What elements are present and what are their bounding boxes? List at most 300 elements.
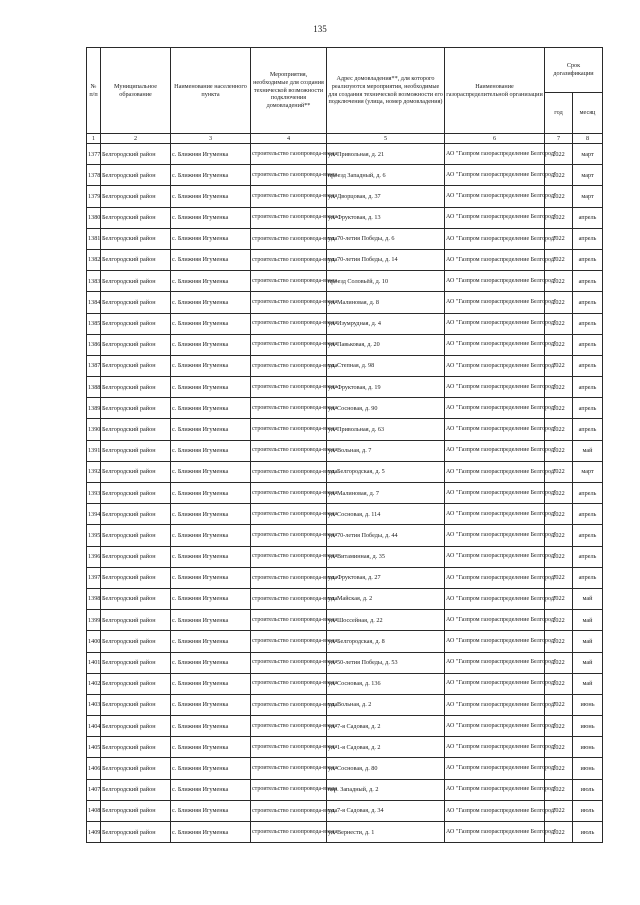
address-cell: ул. Белгородская, д. 5 [327, 461, 445, 482]
month-cell: май [573, 588, 603, 609]
activity-cell: строительство газопровода-ввода [251, 271, 327, 292]
row-number-cell: 1394 [87, 504, 101, 525]
col-number: 4 [251, 134, 327, 144]
table-row [87, 144, 603, 165]
organization-cell: АО "Газпром газораспределение Белгород" [445, 504, 545, 525]
organization-cell: АО "Газпром газораспределение Белгород" [445, 461, 545, 482]
row-number-cell: 1401 [87, 652, 101, 673]
year-cell: 2022 [545, 800, 573, 821]
row-number-cell: 1377 [87, 144, 101, 165]
municipality-cell: Белгородский район [101, 758, 171, 779]
activity-cell: строительство газопровода-ввода [251, 419, 327, 440]
header-municipality: Муниципальное образование [101, 48, 171, 134]
table-row [87, 228, 603, 249]
month-cell: апрель [573, 292, 603, 313]
year-cell: 2022 [545, 419, 573, 440]
year-cell: 2022 [545, 377, 573, 398]
table-row [87, 652, 603, 673]
table-row [87, 334, 603, 355]
organization-cell: АО "Газпром газораспределение Белгород" [445, 652, 545, 673]
organization-cell: АО "Газпром газораспределение Белгород" [445, 483, 545, 504]
gasification-table [86, 47, 603, 843]
settlement-cell: с. Ближняя Игуменка [171, 800, 251, 821]
activity-cell: строительство газопровода-ввода [251, 694, 327, 715]
month-cell: апрель [573, 355, 603, 376]
table-row [87, 673, 603, 694]
month-cell: март [573, 165, 603, 186]
organization-cell: АО "Газпром газораспределение Белгород" [445, 440, 545, 461]
header-deadline: Срок догазификации [545, 48, 603, 93]
municipality-cell: Белгородский район [101, 228, 171, 249]
year-cell: 2022 [545, 567, 573, 588]
activity-cell: строительство газопровода-ввода [251, 779, 327, 800]
month-cell: май [573, 631, 603, 652]
month-cell: июль [573, 779, 603, 800]
settlement-cell: с. Ближняя Игуменка [171, 525, 251, 546]
address-cell: ул. Сосновая, д. 80 [327, 758, 445, 779]
row-number-cell: 1378 [87, 165, 101, 186]
year-cell: 2022 [545, 144, 573, 165]
col-number: 7 [545, 134, 573, 144]
row-number-cell: 1380 [87, 207, 101, 228]
municipality-cell: Белгородский район [101, 440, 171, 461]
address-cell: ул. Белгородская, д. 8 [327, 631, 445, 652]
year-cell: 2022 [545, 398, 573, 419]
activity-cell: строительство газопровода-ввода [251, 483, 327, 504]
year-cell: 2022 [545, 165, 573, 186]
municipality-cell: Белгородский район [101, 694, 171, 715]
header-year: год [545, 93, 573, 134]
settlement-cell: с. Ближняя Игуменка [171, 165, 251, 186]
month-cell: май [573, 673, 603, 694]
settlement-cell: с. Ближняя Игуменка [171, 313, 251, 334]
municipality-cell: Белгородский район [101, 546, 171, 567]
table-row [87, 694, 603, 715]
header-address: Адрес домовладения**, для которого реализуются мероприятия, необходимые для создания технической возможности его подключения (улица, номер домовладения) [327, 48, 445, 134]
settlement-cell: с. Ближняя Игуменка [171, 377, 251, 398]
row-number-cell: 1404 [87, 716, 101, 737]
year-cell: 2022 [545, 186, 573, 207]
activity-cell: строительство газопровода-ввода [251, 461, 327, 482]
municipality-cell: Белгородский район [101, 483, 171, 504]
table-row [87, 419, 603, 440]
settlement-cell: с. Ближняя Игуменка [171, 567, 251, 588]
activity-cell: строительство газопровода-ввода [251, 652, 327, 673]
table-row [87, 631, 603, 652]
organization-cell: АО "Газпром газораспределение Белгород" [445, 631, 545, 652]
activity-cell: строительство газопровода-ввода [251, 610, 327, 631]
row-number-cell: 1392 [87, 461, 101, 482]
address-cell: ул. 70-летия Победы, д. 14 [327, 249, 445, 270]
settlement-cell: с. Ближняя Игуменка [171, 716, 251, 737]
activity-cell: строительство газопровода-ввода [251, 207, 327, 228]
year-cell: 2022 [545, 355, 573, 376]
settlement-cell: с. Ближняя Игуменка [171, 483, 251, 504]
year-cell: 2022 [545, 758, 573, 779]
table-row [87, 271, 603, 292]
settlement-cell: с. Ближняя Игуменка [171, 546, 251, 567]
address-cell: ул. Дворцовая, д. 37 [327, 186, 445, 207]
address-cell: ул. Фруктовая, д. 19 [327, 377, 445, 398]
row-number-cell: 1409 [87, 822, 101, 843]
municipality-cell: Белгородский район [101, 186, 171, 207]
row-number-cell: 1406 [87, 758, 101, 779]
month-cell: апрель [573, 525, 603, 546]
address-cell: ул. Вернести, д. 1 [327, 822, 445, 843]
row-number-cell: 1408 [87, 800, 101, 821]
row-number-cell: 1391 [87, 440, 101, 461]
activity-cell: строительство газопровода-ввода [251, 165, 327, 186]
table-row [87, 758, 603, 779]
table-row [87, 800, 603, 821]
settlement-cell: с. Ближняя Игуменка [171, 440, 251, 461]
municipality-cell: Белгородский район [101, 610, 171, 631]
row-number-cell: 1387 [87, 355, 101, 376]
address-cell: ул. Сосновая, д. 90 [327, 398, 445, 419]
organization-cell: АО "Газпром газораспределение Белгород" [445, 822, 545, 843]
row-number-cell: 1384 [87, 292, 101, 313]
organization-cell: АО "Газпром газораспределение Белгород" [445, 779, 545, 800]
address-cell: ул. 70-летия Победы, д. 44 [327, 525, 445, 546]
table-row [87, 355, 603, 376]
row-number-cell: 1382 [87, 249, 101, 270]
year-cell: 2022 [545, 546, 573, 567]
organization-cell: АО "Газпром газораспределение Белгород" [445, 694, 545, 715]
header-settlement: Наименование населенного пункта [171, 48, 251, 134]
activity-cell: строительство газопровода-ввода [251, 546, 327, 567]
header-month: месяц [573, 93, 603, 134]
activity-cell: строительство газопровода-ввода [251, 737, 327, 758]
municipality-cell: Белгородский район [101, 292, 171, 313]
activity-cell: строительство газопровода-ввода [251, 567, 327, 588]
settlement-cell: с. Ближняя Игуменка [171, 652, 251, 673]
table-row [87, 313, 603, 334]
month-cell: апрель [573, 398, 603, 419]
month-cell: май [573, 440, 603, 461]
address-cell: ул. Вольная, д. 2 [327, 694, 445, 715]
month-cell: июнь [573, 758, 603, 779]
municipality-cell: Белгородский район [101, 144, 171, 165]
organization-cell: АО "Газпром газораспределение Белгород" [445, 144, 545, 165]
activity-cell: строительство газопровода-ввода [251, 398, 327, 419]
row-number-cell: 1398 [87, 588, 101, 609]
year-cell: 2022 [545, 483, 573, 504]
table-row [87, 737, 603, 758]
settlement-cell: с. Ближняя Игуменка [171, 249, 251, 270]
row-number-cell: 1390 [87, 419, 101, 440]
settlement-cell: с. Ближняя Игуменка [171, 610, 251, 631]
month-cell: март [573, 461, 603, 482]
organization-cell: АО "Газпром газораспределение Белгород" [445, 800, 545, 821]
address-cell: ул. Сосновая, д. 114 [327, 504, 445, 525]
municipality-cell: Белгородский район [101, 419, 171, 440]
year-cell: 2022 [545, 334, 573, 355]
organization-cell: АО "Газпром газораспределение Белгород" [445, 292, 545, 313]
organization-cell: АО "Газпром газораспределение Белгород" [445, 737, 545, 758]
month-cell: март [573, 144, 603, 165]
organization-cell: АО "Газпром газораспределение Белгород" [445, 673, 545, 694]
activity-cell: строительство газопровода-ввода [251, 800, 327, 821]
organization-cell: АО "Газпром газораспределение Белгород" [445, 546, 545, 567]
settlement-cell: с. Ближняя Игуменка [171, 292, 251, 313]
municipality-cell: Белгородский район [101, 822, 171, 843]
address-cell: ул. Вольная, д. 7 [327, 440, 445, 461]
municipality-cell: Белгородский район [101, 800, 171, 821]
organization-cell: АО "Газпром газораспределение Белгород" [445, 716, 545, 737]
address-cell: ул. 7-я Садовая, д. 2 [327, 716, 445, 737]
municipality-cell: Белгородский район [101, 631, 171, 652]
activity-cell: строительство газопровода-ввода [251, 186, 327, 207]
year-cell: 2022 [545, 271, 573, 292]
month-cell: апрель [573, 249, 603, 270]
address-cell: ул. Витаминная, д. 35 [327, 546, 445, 567]
organization-cell: АО "Газпром газораспределение Белгород" [445, 525, 545, 546]
settlement-cell: с. Ближняя Игуменка [171, 758, 251, 779]
municipality-cell: Белгородский район [101, 652, 171, 673]
row-number-cell: 1397 [87, 567, 101, 588]
month-cell: июнь [573, 737, 603, 758]
activity-cell: строительство газопровода-ввода [251, 716, 327, 737]
year-cell: 2022 [545, 694, 573, 715]
table-row [87, 779, 603, 800]
row-number-cell: 1399 [87, 610, 101, 631]
row-number-cell: 1388 [87, 377, 101, 398]
address-cell: ул. Степная, д. 98 [327, 355, 445, 376]
municipality-cell: Белгородский район [101, 525, 171, 546]
organization-cell: АО "Газпром газораспределение Белгород" [445, 567, 545, 588]
year-cell: 2022 [545, 588, 573, 609]
organization-cell: АО "Газпром газораспределение Белгород" [445, 377, 545, 398]
organization-cell: АО "Газпром газораспределение Белгород" [445, 186, 545, 207]
activity-cell: строительство газопровода-ввода [251, 631, 327, 652]
settlement-cell: с. Ближняя Игуменка [171, 144, 251, 165]
activity-cell: строительство газопровода-ввода [251, 758, 327, 779]
year-cell: 2022 [545, 610, 573, 631]
settlement-cell: с. Ближняя Игуменка [171, 588, 251, 609]
activity-cell: строительство газопровода-ввода [251, 228, 327, 249]
year-cell: 2022 [545, 461, 573, 482]
year-cell: 2022 [545, 228, 573, 249]
row-number-cell: 1385 [87, 313, 101, 334]
table-row [87, 249, 603, 270]
month-cell: апрель [573, 483, 603, 504]
organization-cell: АО "Газпром газораспределение Белгород" [445, 419, 545, 440]
settlement-cell: с. Ближняя Игуменка [171, 186, 251, 207]
table-row [87, 207, 603, 228]
activity-cell: строительство газопровода-ввода [251, 504, 327, 525]
year-cell: 2022 [545, 631, 573, 652]
settlement-cell: с. Ближняя Игуменка [171, 271, 251, 292]
organization-cell: АО "Газпром газораспределение Белгород" [445, 249, 545, 270]
year-cell: 2022 [545, 779, 573, 800]
settlement-cell: с. Ближняя Игуменка [171, 461, 251, 482]
col-number: 6 [445, 134, 545, 144]
table-row [87, 716, 603, 737]
year-cell: 2022 [545, 673, 573, 694]
address-cell: проезд Западный, д. 6 [327, 165, 445, 186]
activity-cell: строительство газопровода-ввода [251, 440, 327, 461]
month-cell: апрель [573, 419, 603, 440]
organization-cell: АО "Газпром газораспределение Белгород" [445, 228, 545, 249]
row-number-cell: 1383 [87, 271, 101, 292]
year-cell: 2022 [545, 737, 573, 758]
header-num: № п/п [87, 48, 101, 134]
table-row [87, 610, 603, 631]
page-number: 135 [313, 24, 327, 34]
col-number: 1 [87, 134, 101, 144]
address-cell: ул. 50-летия Победы, д. 53 [327, 652, 445, 673]
municipality-cell: Белгородский район [101, 673, 171, 694]
activity-cell: строительство газопровода-ввода [251, 355, 327, 376]
year-cell: 2022 [545, 822, 573, 843]
month-cell: май [573, 652, 603, 673]
municipality-cell: Белгородский район [101, 779, 171, 800]
settlement-cell: с. Ближняя Игуменка [171, 631, 251, 652]
organization-cell: АО "Газпром газораспределение Белгород" [445, 758, 545, 779]
col-number: 3 [171, 134, 251, 144]
organization-cell: АО "Газпром газораспределение Белгород" [445, 334, 545, 355]
activity-cell: строительство газопровода-ввода [251, 377, 327, 398]
month-cell: март [573, 186, 603, 207]
row-number-cell: 1379 [87, 186, 101, 207]
row-number-cell: 1393 [87, 483, 101, 504]
activity-cell: строительство газопровода-ввода [251, 144, 327, 165]
settlement-cell: с. Ближняя Игуменка [171, 737, 251, 758]
organization-cell: АО "Газпром газораспределение Белгород" [445, 588, 545, 609]
month-cell: апрель [573, 271, 603, 292]
address-cell: ул. Малиновая, д. 7 [327, 483, 445, 504]
table-row [87, 165, 603, 186]
year-cell: 2022 [545, 525, 573, 546]
organization-cell: АО "Газпром газораспределение Белгород" [445, 271, 545, 292]
month-cell: апрель [573, 313, 603, 334]
month-cell: апрель [573, 504, 603, 525]
col-number: 8 [573, 134, 603, 144]
organization-cell: АО "Газпром газораспределение Белгород" [445, 610, 545, 631]
address-cell: пер. Западный, д. 2 [327, 779, 445, 800]
address-cell: ул. Павьковая, д. 20 [327, 334, 445, 355]
table-row [87, 546, 603, 567]
municipality-cell: Белгородский район [101, 504, 171, 525]
organization-cell: АО "Газпром газораспределение Белгород" [445, 207, 545, 228]
table-row [87, 588, 603, 609]
year-cell: 2022 [545, 440, 573, 461]
year-cell: 2022 [545, 652, 573, 673]
row-number-cell: 1400 [87, 631, 101, 652]
activity-cell: строительство газопровода-ввода [251, 313, 327, 334]
municipality-cell: Белгородский район [101, 737, 171, 758]
year-cell: 2022 [545, 716, 573, 737]
activity-cell: строительство газопровода-ввода [251, 673, 327, 694]
address-cell: ул. Сосновая, д. 136 [327, 673, 445, 694]
municipality-cell: Белгородский район [101, 313, 171, 334]
municipality-cell: Белгородский район [101, 398, 171, 419]
address-cell: ул. Малиновая, д. 8 [327, 292, 445, 313]
settlement-cell: с. Ближняя Игуменка [171, 419, 251, 440]
organization-cell: АО "Газпром газораспределение Белгород" [445, 165, 545, 186]
address-cell: ул. Изумрудная, д. 4 [327, 313, 445, 334]
address-cell: ул. 70-летия Победы, д. 6 [327, 228, 445, 249]
table-row [87, 504, 603, 525]
table-row [87, 292, 603, 313]
month-cell: июль [573, 822, 603, 843]
settlement-cell: с. Ближняя Игуменка [171, 334, 251, 355]
month-cell: апрель [573, 546, 603, 567]
row-number-cell: 1386 [87, 334, 101, 355]
settlement-cell: с. Ближняя Игуменка [171, 504, 251, 525]
activity-cell: строительство газопровода-ввода [251, 292, 327, 313]
month-cell: апрель [573, 228, 603, 249]
municipality-cell: Белгородский район [101, 377, 171, 398]
month-cell: июль [573, 800, 603, 821]
month-cell: июнь [573, 716, 603, 737]
settlement-cell: с. Ближняя Игуменка [171, 207, 251, 228]
municipality-cell: Белгородский район [101, 271, 171, 292]
month-cell: июнь [573, 694, 603, 715]
month-cell: апрель [573, 334, 603, 355]
municipality-cell: Белгородский район [101, 567, 171, 588]
municipality-cell: Белгородский район [101, 716, 171, 737]
settlement-cell: с. Ближняя Игуменка [171, 779, 251, 800]
municipality-cell: Белгородский район [101, 207, 171, 228]
row-number-cell: 1396 [87, 546, 101, 567]
settlement-cell: с. Ближняя Игуменка [171, 398, 251, 419]
row-number-cell: 1405 [87, 737, 101, 758]
year-cell: 2022 [545, 249, 573, 270]
settlement-cell: с. Ближняя Игуменка [171, 228, 251, 249]
activity-cell: строительство газопровода-ввода [251, 822, 327, 843]
organization-cell: АО "Газпром газораспределение Белгород" [445, 313, 545, 334]
address-cell: проезд Соловьёй, д. 10 [327, 271, 445, 292]
row-number-cell: 1402 [87, 673, 101, 694]
row-number-cell: 1381 [87, 228, 101, 249]
table-row [87, 398, 603, 419]
month-cell: апрель [573, 377, 603, 398]
table-row [87, 525, 603, 546]
address-cell: ул. Фруктовая, д. 27 [327, 567, 445, 588]
col-number: 2 [101, 134, 171, 144]
municipality-cell: Белгородский район [101, 249, 171, 270]
organization-cell: АО "Газпром газораспределение Белгород" [445, 398, 545, 419]
month-cell: май [573, 610, 603, 631]
table-body [87, 144, 603, 843]
address-cell: ул. Майская, д. 2 [327, 588, 445, 609]
table-row [87, 440, 603, 461]
organization-cell: АО "Газпром газораспределение Белгород" [445, 355, 545, 376]
table-row [87, 377, 603, 398]
table-row [87, 822, 603, 843]
address-cell: ул. Шоссейная, д. 22 [327, 610, 445, 631]
address-cell: ул. Фруктовая, д. 13 [327, 207, 445, 228]
year-cell: 2022 [545, 207, 573, 228]
row-number-cell: 1395 [87, 525, 101, 546]
row-number-cell: 1389 [87, 398, 101, 419]
table-row [87, 186, 603, 207]
header-activity: Мероприятия, необходимые для создания технической возможности подключения домовладений** [251, 48, 327, 134]
activity-cell: строительство газопровода-ввода [251, 588, 327, 609]
activity-cell: строительство газопровода-ввода [251, 525, 327, 546]
month-cell: апрель [573, 567, 603, 588]
col-number: 5 [327, 134, 445, 144]
header-organization: Наименование газораспределительной организации [445, 48, 545, 134]
municipality-cell: Белгородский район [101, 588, 171, 609]
table-row [87, 567, 603, 588]
municipality-cell: Белгородский район [101, 461, 171, 482]
activity-cell: строительство газопровода-ввода [251, 334, 327, 355]
table-row [87, 483, 603, 504]
municipality-cell: Белгородский район [101, 165, 171, 186]
settlement-cell: с. Ближняя Игуменка [171, 355, 251, 376]
